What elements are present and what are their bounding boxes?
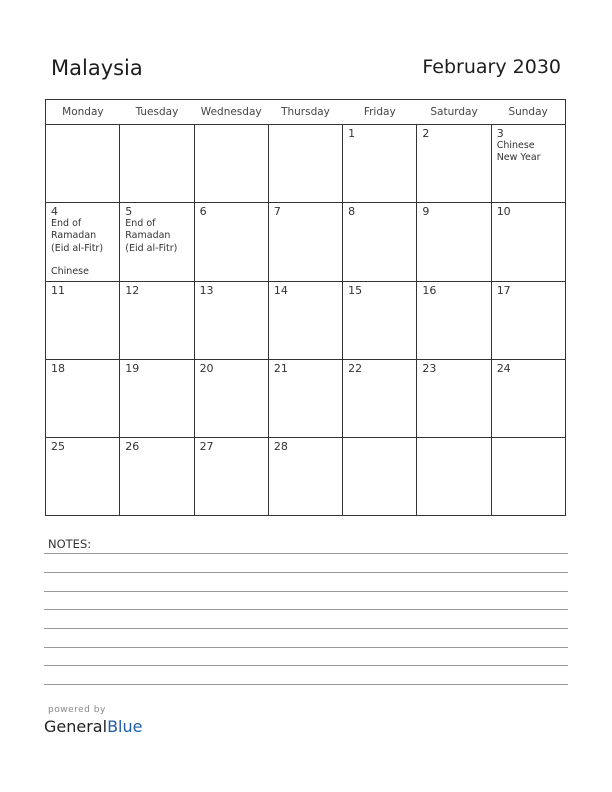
day-number: 5 (125, 205, 133, 218)
weekday-header-row (46, 100, 566, 125)
day-cell (120, 203, 194, 282)
holiday-text: Chinese (496, 140, 535, 151)
day-cell (194, 438, 268, 516)
day-cell (343, 125, 417, 203)
weekday-header: Saturday (417, 100, 491, 125)
week-row (46, 125, 566, 203)
day-number: 2 (422, 127, 430, 140)
notes-line (44, 572, 568, 573)
day-cell (120, 125, 194, 203)
day-cell (417, 438, 491, 516)
day-cell (46, 203, 120, 282)
day-cell (417, 125, 491, 203)
notes-line (44, 628, 568, 629)
day-number: 27 (199, 440, 214, 454)
day-cell (46, 282, 120, 360)
day-cell (268, 203, 342, 282)
day-number: 11 (51, 284, 65, 298)
notes-line (44, 665, 568, 666)
notes-line (44, 591, 568, 592)
day-number: 16 (422, 284, 437, 298)
notes-line (44, 647, 568, 648)
day-number: 15 (348, 284, 363, 298)
weekday-header: Friday (343, 100, 417, 125)
day-number: 26 (125, 440, 140, 454)
day-cell (46, 125, 120, 203)
weekday-header: Monday (46, 100, 120, 125)
day-number: 9 (422, 205, 430, 218)
notes-label: NOTES: (48, 537, 92, 551)
day-number: 7 (273, 205, 281, 218)
day-cell (343, 438, 417, 516)
week-row (46, 360, 566, 438)
day-number: 22 (348, 362, 363, 376)
day-cell (417, 360, 491, 438)
day-number: 4 (51, 205, 58, 218)
calendar-grid (45, 99, 566, 516)
day-number: 20 (199, 362, 214, 376)
day-number: 25 (51, 440, 65, 454)
day-number: 18 (51, 362, 65, 376)
day-number: 21 (273, 362, 288, 376)
day-cell (194, 125, 268, 203)
day-number: 19 (125, 362, 140, 376)
day-number: 3 (496, 127, 504, 140)
holiday-text: Ramadan (51, 230, 97, 242)
country-title: Malaysia (51, 56, 143, 80)
day-number: 12 (125, 284, 140, 298)
day-cell (268, 125, 342, 203)
month-title: February 2030 (422, 56, 561, 78)
day-cell (194, 203, 268, 282)
day-cell (491, 203, 565, 282)
day-cell (417, 282, 491, 360)
day-cell (120, 438, 194, 516)
holiday-text: (Eid al-Fitr) (125, 242, 178, 254)
day-number: 1 (348, 127, 356, 140)
day-cell (194, 360, 268, 438)
day-number: 6 (199, 205, 207, 218)
day-number: 10 (496, 205, 511, 218)
day-cell (120, 360, 194, 438)
holiday-text: Chinese (51, 265, 89, 277)
day-number: 28 (273, 440, 288, 454)
day-cell (268, 282, 342, 360)
holiday-text: New Year (496, 152, 541, 164)
day-number: 23 (422, 362, 437, 376)
day-cell (491, 282, 565, 360)
day-number: 14 (273, 284, 288, 298)
day-cell (46, 360, 120, 438)
day-cell (417, 203, 491, 282)
week-row (46, 203, 566, 282)
day-number: 17 (496, 284, 511, 298)
brand-blue: Blue (107, 717, 143, 736)
day-cell (491, 125, 565, 203)
brand-general: General (44, 717, 108, 736)
week-row (46, 438, 566, 516)
day-cell (491, 360, 565, 438)
day-number: 8 (348, 205, 356, 218)
weekday-header: Thursday (268, 100, 342, 125)
day-cell (343, 282, 417, 360)
day-cell (491, 438, 565, 516)
notes-line (44, 684, 568, 685)
weekday-header: Sunday (491, 100, 565, 125)
weekday-header: Tuesday (120, 100, 194, 125)
day-cell (268, 360, 342, 438)
day-cell (268, 438, 342, 516)
notes-line (44, 609, 568, 610)
day-number: 24 (496, 362, 511, 376)
day-number: 13 (199, 284, 214, 298)
brand-logo (44, 717, 142, 736)
day-cell (343, 360, 417, 438)
holiday-text: End of (51, 218, 82, 229)
holiday-text: (Eid al-Fitr) (51, 242, 104, 254)
day-cell (46, 438, 120, 516)
day-cell (343, 203, 417, 282)
holiday-text: Ramadan (125, 230, 171, 242)
powered-by-text: powered by (48, 705, 106, 715)
day-cell (194, 282, 268, 360)
weekday-header: Wednesday (194, 100, 268, 125)
week-row (46, 282, 566, 360)
holiday-text: End of (125, 218, 156, 229)
notes-line (44, 553, 568, 554)
day-cell (120, 282, 194, 360)
